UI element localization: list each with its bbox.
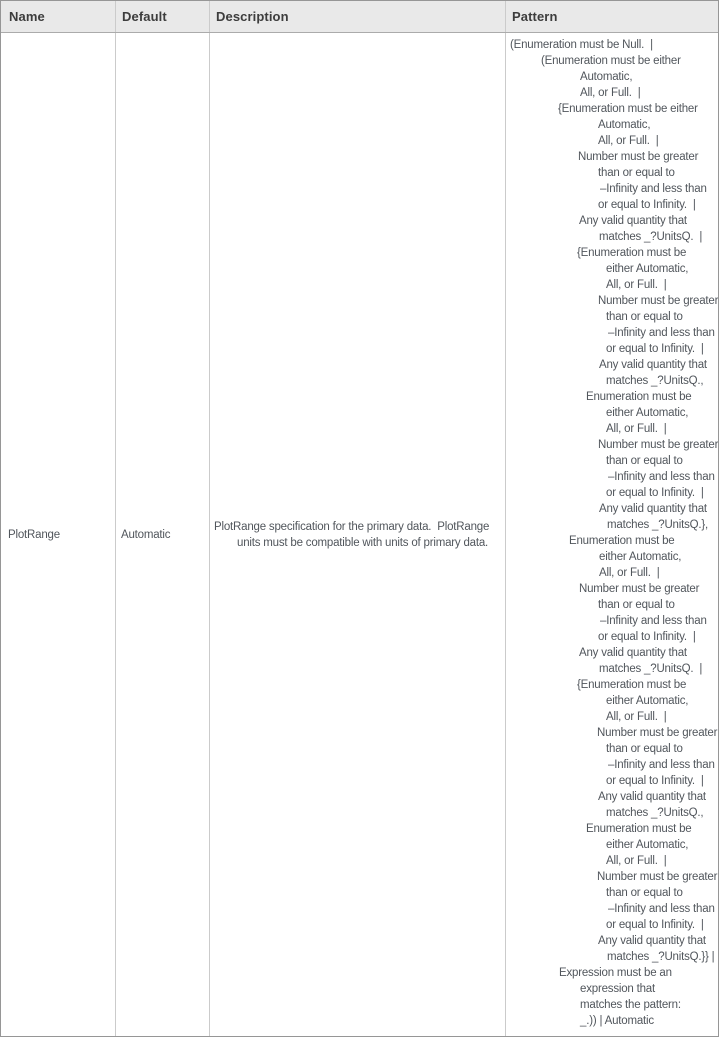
pattern-cell [505,33,718,1036]
pattern-line: (Enumeration must be either [541,55,681,67]
header-label-pattern: Pattern [512,9,558,24]
pattern-line: –Infinity and less than [600,183,707,195]
pattern-line: Any valid quantity that [579,215,687,227]
pattern-line: than or equal to [598,599,675,611]
pattern-line: matches _?UnitsQ.}, [607,519,709,531]
pattern-line: All, or Full. | [606,855,667,867]
pattern-line: Number must be greater [597,871,718,883]
pattern-line: (Enumeration must be Null. | [510,39,653,51]
pattern-line: Enumeration must be [569,535,675,547]
pattern-line: or equal to Infinity. | [606,343,704,355]
header-cell-pattern [505,1,718,32]
pattern-line: or equal to Infinity. | [606,919,704,931]
pattern-line: than or equal to [606,887,683,899]
pattern-line: Number must be greater [598,439,718,451]
pattern-line: All, or Full. | [598,135,659,147]
table-header-row [1,1,718,33]
pattern-line: either Automatic, [606,407,689,419]
pattern-line: matches _?UnitsQ.}} | [607,951,715,963]
pattern-line: –Infinity and less than [608,327,715,339]
pattern-line: matches _?UnitsQ., [606,375,704,387]
header-label-description: Description [216,9,289,24]
pattern-line: expression that [580,983,655,995]
pattern-line: All, or Full. | [606,711,667,723]
pattern-line: Number must be greater [578,151,699,163]
pattern-line: matches _?UnitsQ. | [599,231,703,243]
pattern-line: –Infinity and less than [600,615,707,627]
pattern-line: –Infinity and less than [608,471,715,483]
pattern-line: Any valid quantity that [598,791,706,803]
pattern-line: Any valid quantity that [598,935,706,947]
pattern-line: All, or Full. | [606,279,667,291]
pattern-line: matches _?UnitsQ., [606,807,704,819]
pattern-line: Any valid quantity that [599,503,707,515]
header-label-default: Default [122,9,167,24]
pattern-line: than or equal to [598,167,675,179]
pattern-line: Any valid quantity that [579,647,687,659]
pattern-line: –Infinity and less than [608,903,715,915]
description-lines [214,519,489,551]
pattern-line: matches the pattern: [580,999,681,1011]
table-row-plotrange [1,33,718,1036]
pattern-line: or equal to Infinity. | [598,631,696,643]
pattern-line: {Enumeration must be [577,247,687,259]
pattern-line: {Enumeration must be either [558,103,698,115]
description-cell [209,33,505,1036]
pattern-line: than or equal to [606,455,683,467]
pattern-line: either Automatic, [606,695,689,707]
header-cell-default [115,1,209,32]
name-cell [1,33,115,1036]
pattern-line: than or equal to [606,743,683,755]
default-cell [115,33,209,1036]
pattern-line: –Infinity and less than [608,759,715,771]
header-cell-description [209,1,505,32]
pattern-line: Enumeration must be [586,391,692,403]
pattern-line: Number must be greater [598,295,718,307]
pattern-line: {Enumeration must be [577,679,687,691]
pattern-line: Any valid quantity that [599,359,707,371]
pattern-line: Enumeration must be [586,823,692,835]
pattern-line: Automatic, [580,71,633,83]
option-name: PlotRange [8,528,60,541]
pattern-line: All, or Full. | [606,423,667,435]
pattern-line: matches _?UnitsQ. | [599,663,703,675]
pattern-line: Number must be greater [597,727,718,739]
pattern-line: either Automatic, [606,839,689,851]
description-line: units must be compatible with units of primary data. [237,536,489,549]
pattern-line: either Automatic, [599,551,682,563]
pattern-line: or equal to Infinity. | [598,199,696,211]
description-line: PlotRange specification for the primary data. PlotRange [214,520,490,533]
pattern-line: Expression must be an [559,967,672,979]
header-cell-name [1,1,115,32]
pattern-line: than or equal to [606,311,683,323]
pattern-line: or equal to Infinity. | [606,775,704,787]
option-default: Automatic [121,528,171,541]
pattern-line: Number must be greater [579,583,700,595]
pattern-line: Automatic, [598,119,651,131]
pattern-line: All, or Full. | [580,87,641,99]
header-label-name: Name [9,9,45,24]
pattern-line: or equal to Infinity. | [606,487,704,499]
pattern-line: All, or Full. | [599,567,660,579]
pattern-line: _.)) | Automatic [580,1015,654,1027]
pattern-line: either Automatic, [606,263,689,275]
